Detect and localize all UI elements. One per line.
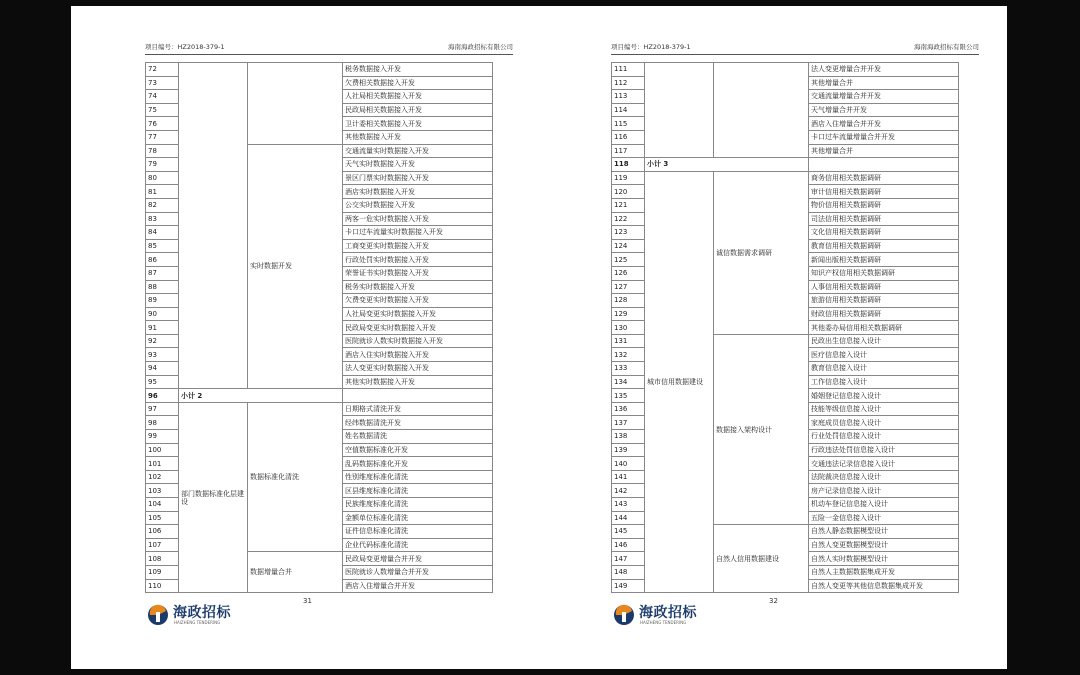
- task-name-cell: 企业代码标准化清洗: [343, 538, 493, 552]
- row-number-cell: 129: [612, 307, 645, 321]
- row-number-cell: 108: [146, 552, 179, 566]
- task-name-cell: 行业处罚信息接入设计: [809, 430, 959, 444]
- task-name-cell: 民政局变更实时数据接入开发: [343, 321, 493, 335]
- row-number-cell: 93: [146, 348, 179, 362]
- row-number-cell: 143: [612, 498, 645, 512]
- task-name-cell: 人社局相关数据接入开发: [343, 90, 493, 104]
- group-cell: 城市信用数据建设: [645, 171, 714, 592]
- task-name-cell: 欠费相关数据接入开发: [343, 76, 493, 90]
- row-number-cell: 148: [612, 565, 645, 579]
- group-cell: 数据接入架构设计: [714, 334, 809, 524]
- task-name-cell: 民政出生信息接入设计: [809, 334, 959, 348]
- task-name-cell: 卫计委相关数据接入开发: [343, 117, 493, 131]
- row-number-cell: 96: [146, 389, 179, 403]
- row-number-cell: 147: [612, 552, 645, 566]
- task-name-cell: 民政局相关数据接入开发: [343, 103, 493, 117]
- company-logo: [612, 601, 712, 629]
- row-number-cell: 127: [612, 280, 645, 294]
- row-number-cell: 134: [612, 375, 645, 389]
- task-name-cell: 两客一危实时数据接入开发: [343, 212, 493, 226]
- task-name-cell: [343, 389, 493, 403]
- task-name-cell: 证件信息标准化清洗: [343, 525, 493, 539]
- group-cell: 实时数据开发: [248, 144, 343, 389]
- table-row: [612, 63, 959, 77]
- row-number-cell: 146: [612, 538, 645, 552]
- group-cell: [179, 63, 248, 389]
- row-number-cell: 74: [146, 90, 179, 104]
- task-name-cell: 其他委办局信用相关数据调研: [809, 321, 959, 335]
- row-number-cell: 109: [146, 565, 179, 579]
- group-cell: 自然人信用数据建设: [714, 525, 809, 593]
- task-name-cell: 法人变更实时数据接入开发: [343, 362, 493, 376]
- row-number-cell: 88: [146, 280, 179, 294]
- task-name-cell: 五险一金信息接入设计: [809, 511, 959, 525]
- task-name-cell: 审计信用相关数据调研: [809, 185, 959, 199]
- document-page-31: [71, 6, 541, 669]
- task-name-cell: 知识产权信用相关数据调研: [809, 266, 959, 280]
- row-number-cell: 112: [612, 76, 645, 90]
- project-number: 项目编号：HZ2018-379-1: [611, 43, 691, 51]
- row-number-cell: 110: [146, 579, 179, 593]
- row-number-cell: 139: [612, 443, 645, 457]
- task-name-cell: 其他增量合并: [809, 76, 959, 90]
- task-name-cell: 欠费变更实时数据接入开发: [343, 294, 493, 308]
- task-table: [145, 62, 493, 593]
- task-name-cell: 区县维度标准化清洗: [343, 484, 493, 498]
- row-number-cell: 82: [146, 198, 179, 212]
- row-number-cell: 136: [612, 402, 645, 416]
- row-number-cell: 99: [146, 430, 179, 444]
- row-number-cell: 116: [612, 130, 645, 144]
- task-name-cell: 其他增量合并: [809, 144, 959, 158]
- task-name-cell: 荣誉证书实时数据接入开发: [343, 266, 493, 280]
- row-number-cell: 124: [612, 239, 645, 253]
- row-number-cell: 100: [146, 443, 179, 457]
- row-number-cell: 104: [146, 498, 179, 512]
- row-number-cell: 81: [146, 185, 179, 199]
- row-number-cell: 114: [612, 103, 645, 117]
- task-name-cell: 卡口过车流量增量合并开发: [809, 130, 959, 144]
- task-table: [611, 62, 959, 593]
- task-name-cell: 法人变更增量合并开发: [809, 63, 959, 77]
- task-name-cell: 工商变更实时数据接入开发: [343, 239, 493, 253]
- task-name-cell: 公交实时数据接入开发: [343, 198, 493, 212]
- task-name-cell: 人事信用相关数据调研: [809, 280, 959, 294]
- row-number-cell: 101: [146, 457, 179, 471]
- task-name-cell: 乱码数据标准化开发: [343, 457, 493, 471]
- row-number-cell: 119: [612, 171, 645, 185]
- row-number-cell: 76: [146, 117, 179, 131]
- task-name-cell: 景区门票实时数据接入开发: [343, 171, 493, 185]
- group-cell: 部门数据标准化层建设: [179, 402, 248, 592]
- task-name-cell: 姓名数据清洗: [343, 430, 493, 444]
- document-page-32: [537, 6, 1007, 669]
- task-name-cell: 医院就诊人数增量合并开发: [343, 565, 493, 579]
- task-name-cell: 酒店入住增量合并开发: [809, 117, 959, 131]
- task-name-cell: 家庭成员信息接入设计: [809, 416, 959, 430]
- task-name-cell: 日期格式清洗开发: [343, 402, 493, 416]
- task-name-cell: 自然人主数据数据集成开发: [809, 565, 959, 579]
- logo-mark-icon: [612, 603, 638, 627]
- row-number-cell: 144: [612, 511, 645, 525]
- row-number-cell: 141: [612, 470, 645, 484]
- task-name-cell: 卡口过车流量实时数据接入开发: [343, 226, 493, 240]
- task-name-cell: 自然人实时数据模型设计: [809, 552, 959, 566]
- row-number-cell: 77: [146, 130, 179, 144]
- logo-tagline: HAIZHENG TENDERING: [174, 620, 221, 625]
- row-number-cell: 123: [612, 226, 645, 240]
- page-number: 32: [769, 597, 778, 605]
- subtotal-cell: 小计 3: [645, 158, 809, 172]
- task-name-cell: 法院裁决信息接入设计: [809, 470, 959, 484]
- row-number-cell: 131: [612, 334, 645, 348]
- table-row: [612, 158, 959, 172]
- row-number-cell: 135: [612, 389, 645, 403]
- row-number-cell: 83: [146, 212, 179, 226]
- task-name-cell: 天气实时数据接入开发: [343, 158, 493, 172]
- task-name-cell: 自然人静态数据模型设计: [809, 525, 959, 539]
- row-number-cell: 138: [612, 430, 645, 444]
- task-name-cell: 新闻出版相关数据调研: [809, 253, 959, 267]
- task-name-cell: 工作信息接入设计: [809, 375, 959, 389]
- task-name-cell: 物价信用相关数据调研: [809, 198, 959, 212]
- row-number-cell: 85: [146, 239, 179, 253]
- task-name-cell: 空值数据标准化开发: [343, 443, 493, 457]
- task-name-cell: 医疗信息接入设计: [809, 348, 959, 362]
- row-number-cell: 102: [146, 470, 179, 484]
- task-name-cell: 经纬数据清洗开发: [343, 416, 493, 430]
- task-name-cell: 金额单位标准化清洗: [343, 511, 493, 525]
- row-number-cell: 80: [146, 171, 179, 185]
- company-name: 海南海政招标有限公司: [914, 43, 979, 51]
- task-name-cell: 人社局变更实时数据接入开发: [343, 307, 493, 321]
- logo-mark-icon: [146, 603, 172, 627]
- task-name-cell: 自然人变更等其他信息数据集成开发: [809, 579, 959, 593]
- row-number-cell: 90: [146, 307, 179, 321]
- group-cell: 数据标准化清洗: [248, 402, 343, 552]
- task-name-cell: 交通流量实时数据接入开发: [343, 144, 493, 158]
- row-number-cell: 145: [612, 525, 645, 539]
- row-number-cell: 111: [612, 63, 645, 77]
- group-cell: [248, 63, 343, 145]
- row-number-cell: 106: [146, 525, 179, 539]
- task-name-cell: 机动车登记信息接入设计: [809, 498, 959, 512]
- task-name-cell: 交通流量增量合并开发: [809, 90, 959, 104]
- row-number-cell: 115: [612, 117, 645, 131]
- task-name-cell: 酒店实时数据接入开发: [343, 185, 493, 199]
- row-number-cell: 84: [146, 226, 179, 240]
- task-name-cell: 民族维度标准化清洗: [343, 498, 493, 512]
- row-number-cell: 72: [146, 63, 179, 77]
- row-number-cell: 95: [146, 375, 179, 389]
- row-number-cell: 118: [612, 158, 645, 172]
- row-number-cell: 128: [612, 294, 645, 308]
- row-number-cell: 75: [146, 103, 179, 117]
- task-name-cell: 旅游信用相关数据调研: [809, 294, 959, 308]
- task-name-cell: 酒店入住实时数据接入开发: [343, 348, 493, 362]
- task-name-cell: 技能等级信息接入设计: [809, 402, 959, 416]
- task-name-cell: 酒店入住增量合并开发: [343, 579, 493, 593]
- row-number-cell: 78: [146, 144, 179, 158]
- group-cell: 诚信数据需求调研: [714, 171, 809, 334]
- row-number-cell: 86: [146, 253, 179, 267]
- task-name-cell: 税务数据接入开发: [343, 63, 493, 77]
- group-cell: [714, 63, 809, 158]
- page-header: [145, 40, 513, 55]
- table-row: [146, 402, 493, 416]
- row-number-cell: 126: [612, 266, 645, 280]
- logo-tagline: HAIZHENG TENDERING: [640, 620, 687, 625]
- task-name-cell: 婚姻登记信息接入设计: [809, 389, 959, 403]
- task-name-cell: 商务信用相关数据调研: [809, 171, 959, 185]
- task-name-cell: 文化信用相关数据调研: [809, 226, 959, 240]
- row-number-cell: 137: [612, 416, 645, 430]
- task-name-cell: [809, 158, 959, 172]
- row-number-cell: 87: [146, 266, 179, 280]
- row-number-cell: 117: [612, 144, 645, 158]
- row-number-cell: 122: [612, 212, 645, 226]
- task-name-cell: 行政违法处罚信息接入设计: [809, 443, 959, 457]
- row-number-cell: 130: [612, 321, 645, 335]
- logo-name: 海政招标: [639, 605, 697, 621]
- row-number-cell: 133: [612, 362, 645, 376]
- row-number-cell: 140: [612, 457, 645, 471]
- row-number-cell: 113: [612, 90, 645, 104]
- page-number: 31: [303, 597, 312, 605]
- group-cell: 数据增量合并: [248, 552, 343, 593]
- row-number-cell: 97: [146, 402, 179, 416]
- task-name-cell: 房产记录信息接入设计: [809, 484, 959, 498]
- row-number-cell: 79: [146, 158, 179, 172]
- task-name-cell: 交通违法记录信息接入设计: [809, 457, 959, 471]
- row-number-cell: 107: [146, 538, 179, 552]
- row-number-cell: 92: [146, 334, 179, 348]
- task-name-cell: 教育信用相关数据调研: [809, 239, 959, 253]
- row-number-cell: 105: [146, 511, 179, 525]
- task-name-cell: 其他实时数据接入开发: [343, 375, 493, 389]
- task-name-cell: 行政处罚实时数据接入开发: [343, 253, 493, 267]
- row-number-cell: 149: [612, 579, 645, 593]
- task-name-cell: 天气增量合并开发: [809, 103, 959, 117]
- row-number-cell: 120: [612, 185, 645, 199]
- task-name-cell: 性别维度标准化清洗: [343, 470, 493, 484]
- row-number-cell: 125: [612, 253, 645, 267]
- table-row: [612, 171, 959, 185]
- row-number-cell: 94: [146, 362, 179, 376]
- company-logo: [146, 601, 246, 629]
- row-number-cell: 73: [146, 76, 179, 90]
- row-number-cell: 103: [146, 484, 179, 498]
- row-number-cell: 98: [146, 416, 179, 430]
- row-number-cell: 91: [146, 321, 179, 335]
- task-name-cell: 医院就诊人数实时数据接入开发: [343, 334, 493, 348]
- group-cell: [645, 63, 714, 158]
- row-number-cell: 121: [612, 198, 645, 212]
- company-name: 海南海政招标有限公司: [448, 43, 513, 51]
- task-name-cell: 民政局变更增量合并开发: [343, 552, 493, 566]
- row-number-cell: 89: [146, 294, 179, 308]
- task-name-cell: 税务实时数据接入开发: [343, 280, 493, 294]
- logo-name: 海政招标: [173, 605, 231, 621]
- task-name-cell: 其他数据接入开发: [343, 130, 493, 144]
- task-name-cell: 自然人变更数据模型设计: [809, 538, 959, 552]
- task-name-cell: 财政信用相关数据调研: [809, 307, 959, 321]
- task-name-cell: 司法信用相关数据调研: [809, 212, 959, 226]
- task-name-cell: 教育信息接入设计: [809, 362, 959, 376]
- project-number: 项目编号：HZ2018-379-1: [145, 43, 225, 51]
- row-number-cell: 142: [612, 484, 645, 498]
- table-row: [146, 389, 493, 403]
- table-row: [146, 63, 493, 77]
- subtotal-cell: 小计 2: [179, 389, 343, 403]
- page-header: [611, 40, 979, 55]
- row-number-cell: 132: [612, 348, 645, 362]
